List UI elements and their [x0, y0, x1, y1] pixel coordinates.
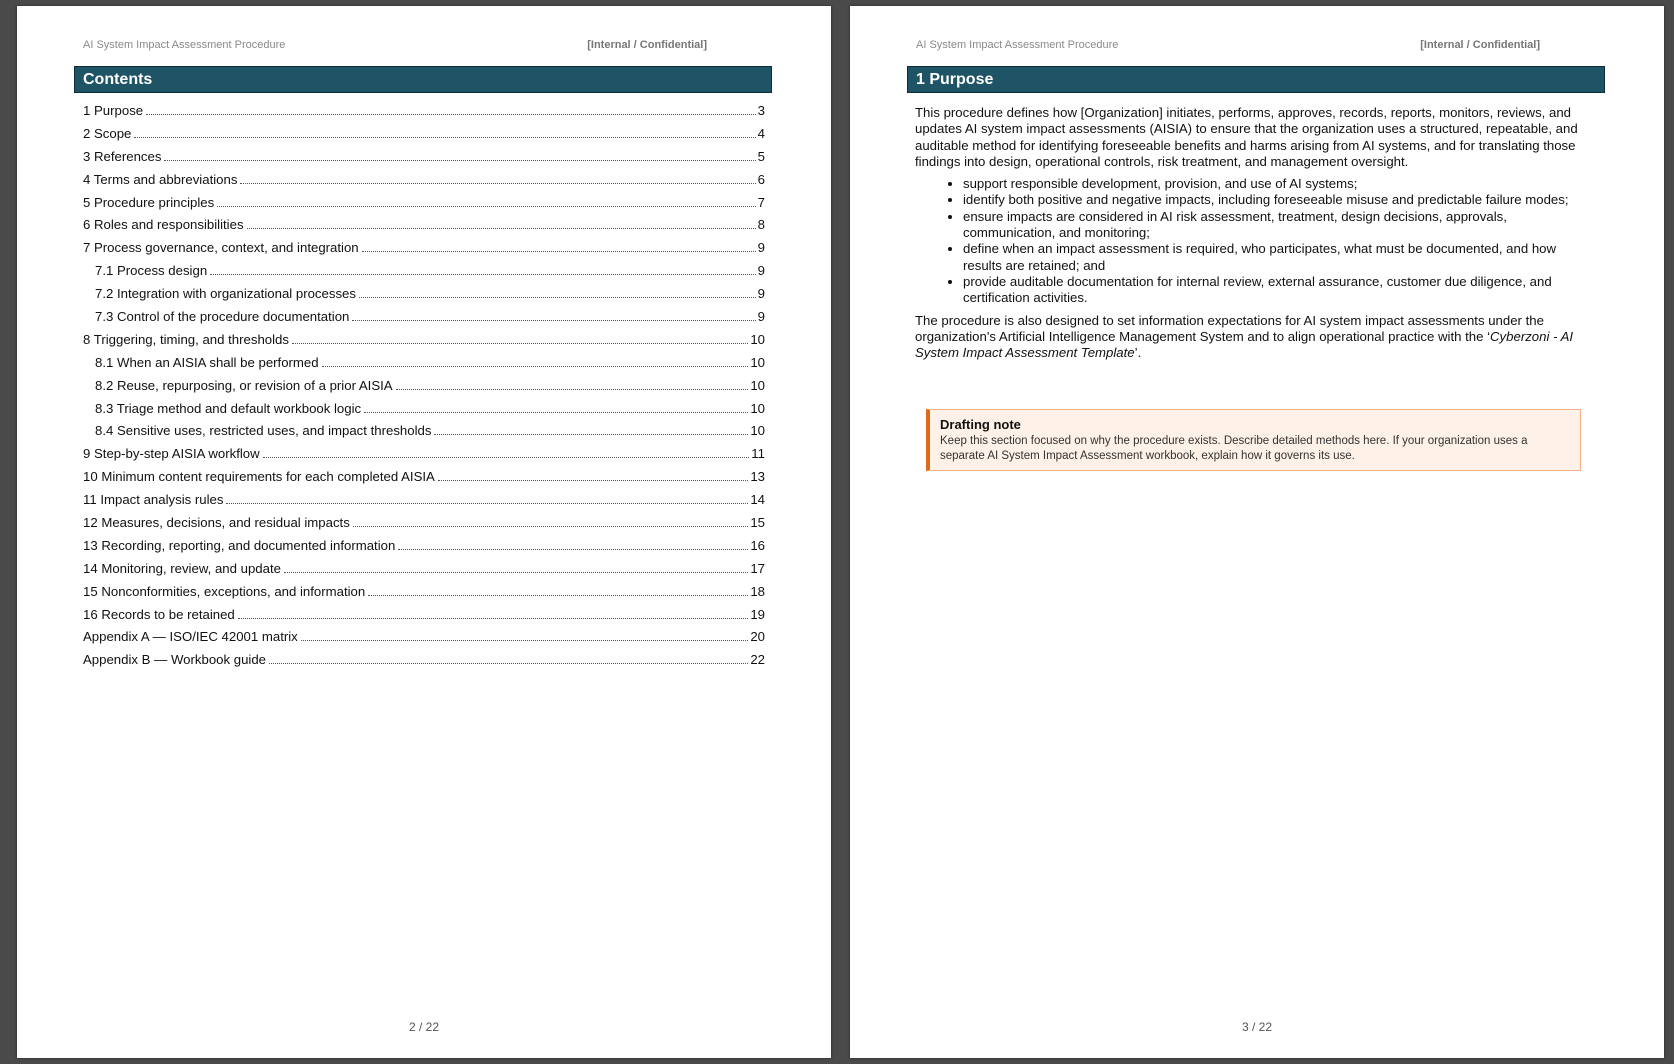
toc-entry-title[interactable]: 13 Recording, reporting, and documented information [83, 537, 396, 553]
toc-entry-title[interactable]: 14 Monitoring, review, and update [83, 560, 281, 576]
document-page-3 [850, 6, 1664, 1058]
toc-dot-leader [240, 182, 755, 184]
toc-entry-page[interactable]: 18 [750, 583, 765, 599]
toc-entry-title[interactable]: 15 Nonconformities, exceptions, and information [83, 583, 366, 599]
purpose-closing: The procedure is also designed to set information expectations for AI system impact assessments under the organization's Artificial Intelligence Management System and to align operational practice with the ‘Cyberzoni - AI System Impact Assessment Template’. [915, 312, 1574, 361]
page-number: 3 / 22 [1241, 1020, 1273, 1034]
toc-entry-title[interactable]: 7 Process governance, context, and integration [83, 240, 359, 256]
bullet-item: • define when an impact assessment is required, who participates, what must be documented, and how results are retained; and [963, 241, 1598, 274]
toc-dot-leader [164, 159, 755, 161]
toc-dot-leader [238, 617, 749, 619]
toc-entry-page[interactable]: 19 [750, 606, 765, 622]
toc-dot-leader [368, 594, 748, 596]
toc-entry[interactable] [83, 515, 765, 538]
toc-entry[interactable] [83, 378, 765, 401]
drafting-note-body: Keep this section focused on why the procedure exists. Describe detailed methods here. If your organization uses a separate AI System Impact Assessment workbook, explain how it governs its use. [940, 435, 1528, 462]
toc-entry-title[interactable]: 8.2 Reuse, repurposing, or revision of a prior AISIA [95, 377, 393, 393]
toc-entry-title[interactable]: 7.1 Process design [95, 263, 208, 279]
toc-entry[interactable] [83, 149, 765, 172]
purpose-bullet-list [915, 176, 1598, 306]
toc-dot-leader [269, 662, 748, 664]
purpose-intro: This procedure defines how [Organization] initiates, performs, approves, records, reports, monitors, reviews, and updates AI system impact assessments (AISIA) to ensure that the organization uses a structured, repeatable, and auditable method for identifying foreseeable benefits and harms arising from AI systems, and for translating those findings into design, operational controls, risk treatment, and management oversight. [915, 105, 1578, 169]
toc-entry-page[interactable]: 10 [750, 423, 765, 439]
toc-entry[interactable] [83, 263, 765, 286]
page-number: 2 / 22 [408, 1020, 440, 1034]
toc-entry-title[interactable]: Appendix A — ISO/IEC 42001 matrix [83, 629, 298, 645]
bullet-item: • provide auditable documentation for internal review, external assurance, customer due diligence, and certification activities. [963, 274, 1598, 307]
toc-entry-page[interactable]: 10 [750, 377, 765, 393]
table-of-contents [83, 103, 765, 675]
toc-dot-leader [134, 136, 755, 138]
purpose-body [915, 105, 1598, 367]
toc-entry[interactable] [83, 401, 765, 424]
toc-entry[interactable] [83, 217, 765, 240]
toc-entry-title[interactable]: 6 Roles and responsibilities [83, 217, 244, 233]
toc-entry-title[interactable]: 7.3 Control of the procedure documentation [95, 309, 350, 325]
toc-entry-page[interactable]: 14 [750, 492, 765, 508]
toc-entry-page[interactable]: 9 [757, 263, 765, 279]
toc-entry[interactable] [83, 492, 765, 515]
section-heading-purpose: 1 Purpose [907, 66, 1605, 93]
toc-dot-leader [364, 411, 748, 413]
toc-entry-page[interactable]: 5 [757, 148, 765, 164]
drafting-note [926, 409, 1581, 471]
toc-dot-leader [210, 273, 755, 275]
toc-dot-leader [217, 205, 755, 207]
toc-entry-title[interactable]: 1 Purpose [83, 103, 144, 118]
toc-dot-leader [362, 250, 756, 252]
toc-entry[interactable] [83, 126, 765, 149]
toc-entry[interactable] [83, 286, 765, 309]
toc-entry-title[interactable]: 16 Records to be retained [83, 606, 235, 622]
toc-dot-leader [146, 113, 756, 115]
bullet-item: • support responsible development, provision, and use of AI systems; [963, 176, 1598, 192]
toc-entry[interactable] [83, 446, 765, 469]
toc-dot-leader [352, 319, 755, 321]
toc-entry[interactable] [83, 195, 765, 218]
toc-entry-title[interactable]: 7.2 Integration with organizational processes [95, 286, 356, 302]
drafting-note-title: Drafting note [940, 417, 1021, 432]
toc-entry-title[interactable]: 3 References [83, 148, 162, 164]
toc-entry-page[interactable]: 9 [757, 240, 765, 256]
toc-dot-leader [396, 388, 749, 390]
toc-entry[interactable] [83, 652, 765, 675]
toc-entry-page[interactable]: 11 [751, 446, 765, 462]
document-page-2 [17, 6, 831, 1058]
toc-entry[interactable] [83, 469, 765, 492]
toc-entry-title[interactable]: 5 Procedure principles [83, 194, 215, 210]
toc-dot-leader [226, 502, 748, 504]
bullet-item: • identify both positive and negative impacts, including foreseeable misuse and predictable failure modes; [963, 192, 1598, 208]
toc-entry[interactable] [83, 629, 765, 652]
toc-entry-title[interactable]: 8.4 Sensitive uses, restricted uses, and impact thresholds [95, 423, 432, 439]
toc-dot-leader [438, 479, 748, 481]
toc-entry-page[interactable]: 16 [750, 537, 765, 553]
toc-entry-title[interactable]: 12 Measures, decisions, and residual impacts [83, 515, 350, 531]
toc-entry-page[interactable]: 13 [750, 469, 765, 485]
page-header [916, 39, 1540, 51]
toc-entry-title[interactable]: 9 Step-by-step AISIA workflow [83, 446, 260, 462]
toc-dot-leader [247, 227, 756, 229]
toc-entry-page[interactable]: 3 [757, 103, 765, 118]
toc-dot-leader [301, 639, 749, 641]
toc-entry-page[interactable]: 6 [757, 171, 765, 187]
toc-entry-title[interactable]: 4 Terms and abbreviations [83, 171, 238, 187]
toc-entry-page[interactable]: 10 [750, 331, 765, 347]
header-classification: [Internal / Confidential] [1420, 39, 1540, 51]
toc-entry-title[interactable]: Appendix B — Workbook guide [83, 652, 267, 668]
toc-entry[interactable] [83, 103, 765, 126]
toc-entry[interactable] [83, 355, 765, 378]
toc-entry-title[interactable]: 11 Impact analysis rules [83, 492, 224, 508]
toc-entry-page[interactable]: 10 [750, 400, 765, 416]
toc-entry[interactable] [83, 309, 765, 332]
toc-entry[interactable] [83, 423, 765, 446]
toc-entry-page[interactable]: 15 [750, 515, 765, 531]
contents-heading: Contents [74, 66, 772, 93]
toc-entry-title[interactable]: 10 Minimum content requirements for each completed AISIA [83, 469, 435, 485]
template-name: Cyberzoni - AI System Impact Assessment Template [915, 328, 1574, 361]
toc-dot-leader [434, 433, 748, 435]
toc-dot-leader [353, 525, 749, 527]
toc-entry-page[interactable]: 8 [757, 217, 765, 233]
toc-entry-page[interactable]: 9 [757, 309, 765, 325]
toc-entry[interactable] [83, 332, 765, 355]
toc-entry-page[interactable]: 10 [750, 354, 765, 370]
toc-entry-title[interactable]: 8 Triggering, timing, and thresholds [83, 331, 289, 347]
header-doc-title: AI System Impact Assessment Procedure [83, 39, 286, 51]
toc-dot-leader [359, 296, 756, 298]
toc-dot-leader [398, 548, 748, 550]
toc-dot-leader [322, 365, 749, 367]
toc-entry[interactable] [83, 561, 765, 584]
toc-entry-page[interactable]: 22 [750, 652, 765, 668]
toc-entry-title[interactable]: 2 Scope [83, 125, 132, 141]
toc-dot-leader [284, 571, 748, 573]
toc-entry-title[interactable]: 8.3 Triage method and default workbook logic [95, 400, 362, 416]
toc-entry[interactable] [83, 607, 765, 630]
toc-entry[interactable] [83, 240, 765, 263]
toc-entry-title[interactable]: 8.1 When an AISIA shall be performed [95, 354, 319, 370]
page-header [83, 39, 707, 51]
toc-entry-page[interactable]: 4 [757, 125, 765, 141]
bullet-item: • ensure impacts are considered in AI risk assessment, treatment, design decisions, approvals, communication, and monitoring; [963, 209, 1598, 242]
toc-entry[interactable] [83, 538, 765, 561]
toc-entry-page[interactable]: 9 [757, 286, 765, 302]
toc-entry[interactable] [83, 584, 765, 607]
toc-entry-page[interactable]: 20 [750, 629, 765, 645]
toc-entry-page[interactable]: 7 [757, 194, 765, 210]
header-classification: [Internal / Confidential] [587, 39, 707, 51]
header-doc-title: AI System Impact Assessment Procedure [916, 39, 1119, 51]
toc-dot-leader [263, 456, 750, 458]
toc-entry-page[interactable]: 17 [750, 560, 765, 576]
toc-entry[interactable] [83, 172, 765, 195]
toc-dot-leader [292, 342, 748, 344]
